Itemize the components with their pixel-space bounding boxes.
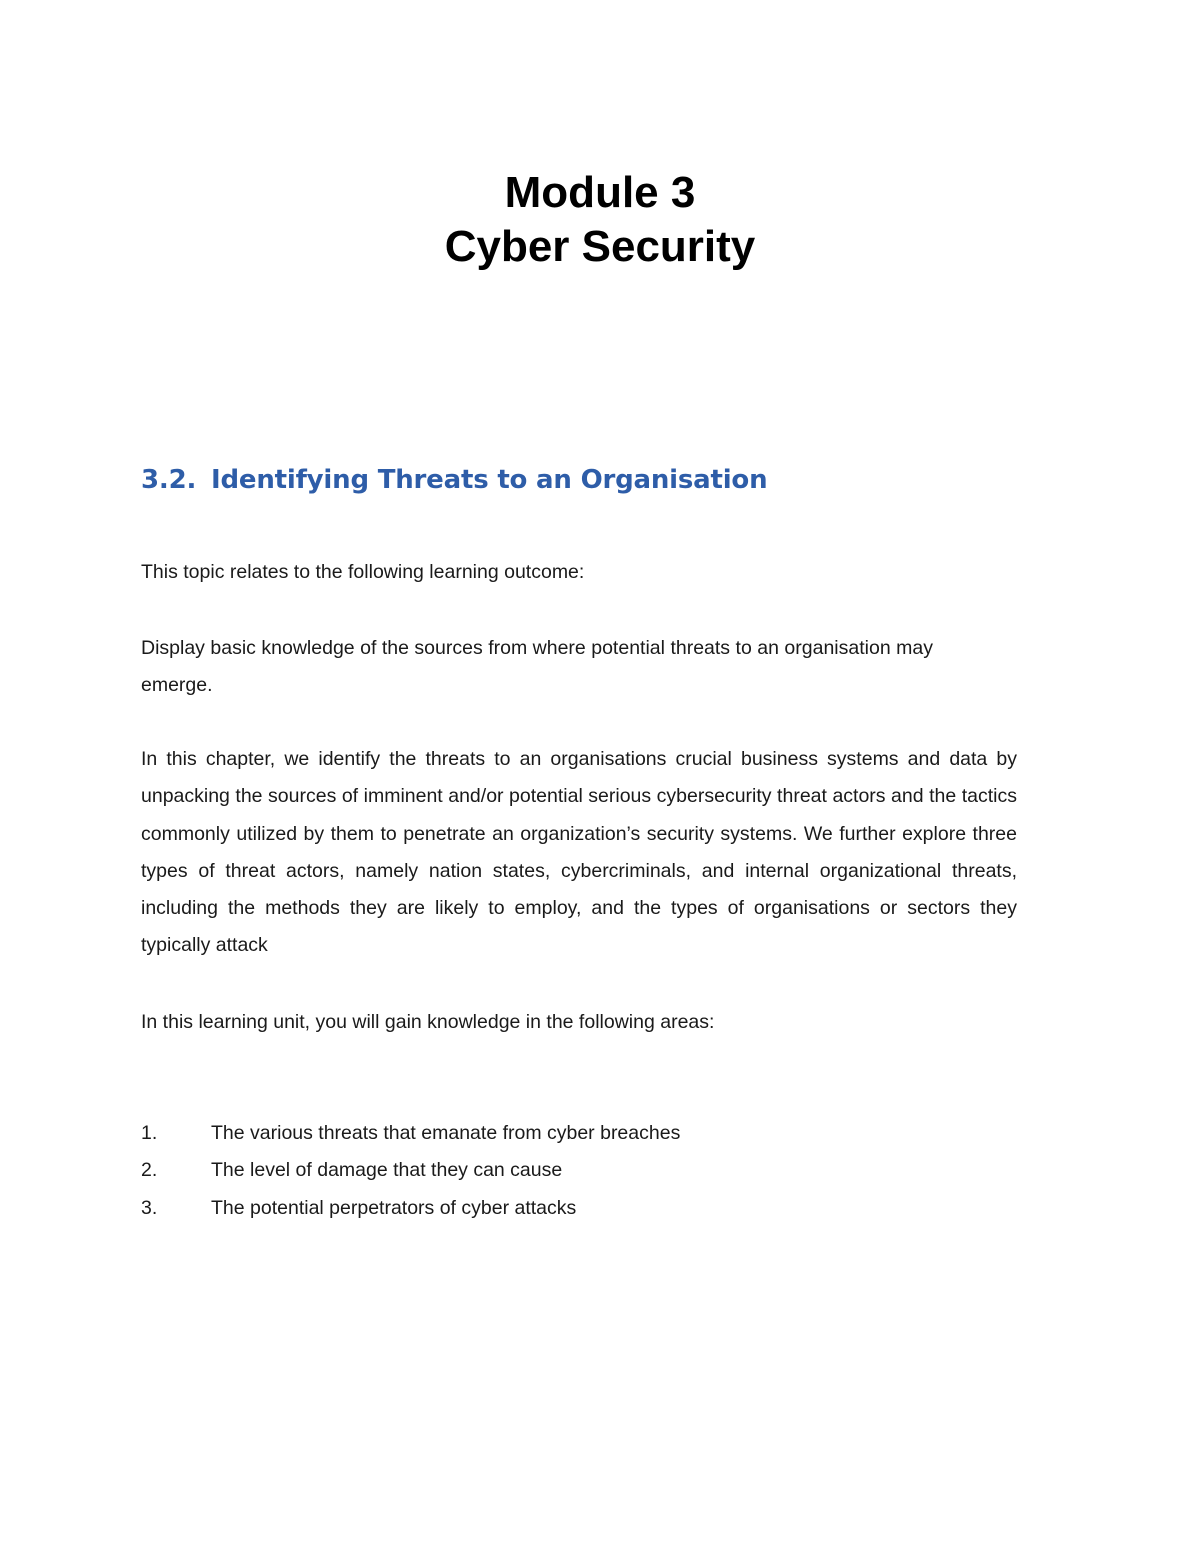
list-item-text: The potential perpetrators of cyber attacks (211, 1196, 577, 1219)
section-heading-text: Identifying Threats to an Organisation (211, 465, 768, 495)
list-item-marker: 1. (141, 1122, 158, 1144)
list-item-text: The level of damage that they can cause (211, 1159, 563, 1182)
section-number: 3.2. (141, 465, 197, 495)
list-item-text: The various threats that emanate from cyber breaches (211, 1122, 681, 1144)
list-item (141, 1115, 680, 1152)
list-item (141, 1152, 680, 1189)
list-item-marker: 2. (141, 1159, 158, 1182)
module-title: Module 3 (504, 168, 696, 217)
intro-paragraph: This topic relates to the following learning outcome: (141, 561, 585, 583)
module-subtitle: Cyber Security (444, 222, 756, 271)
chapter-paragraph: In this chapter, we identify the threats to an organisations crucial business systems and data by unpacking the sources of imminent and/or potential serious cybersecurity threat actors and the tactics commonly utilized by them to penetrate an organization’s security systems. We further explore three types of threat actors, namely nation states, cybercriminals, and internal organizational threats, including the methods they are likely to employ, and the types of organisations or sectors they typically attack (141, 748, 1017, 957)
section-heading (141, 462, 767, 498)
list-item (141, 1190, 680, 1227)
list-item-marker: 3. (141, 1196, 158, 1219)
learning-outcome-paragraph: Display basic knowledge of the sources from where potential threats to an organisation may emerge. (141, 637, 933, 697)
unit-intro-paragraph: In this learning unit, you will gain knowledge in the following areas: (141, 1011, 715, 1033)
areas-list (141, 1115, 680, 1227)
